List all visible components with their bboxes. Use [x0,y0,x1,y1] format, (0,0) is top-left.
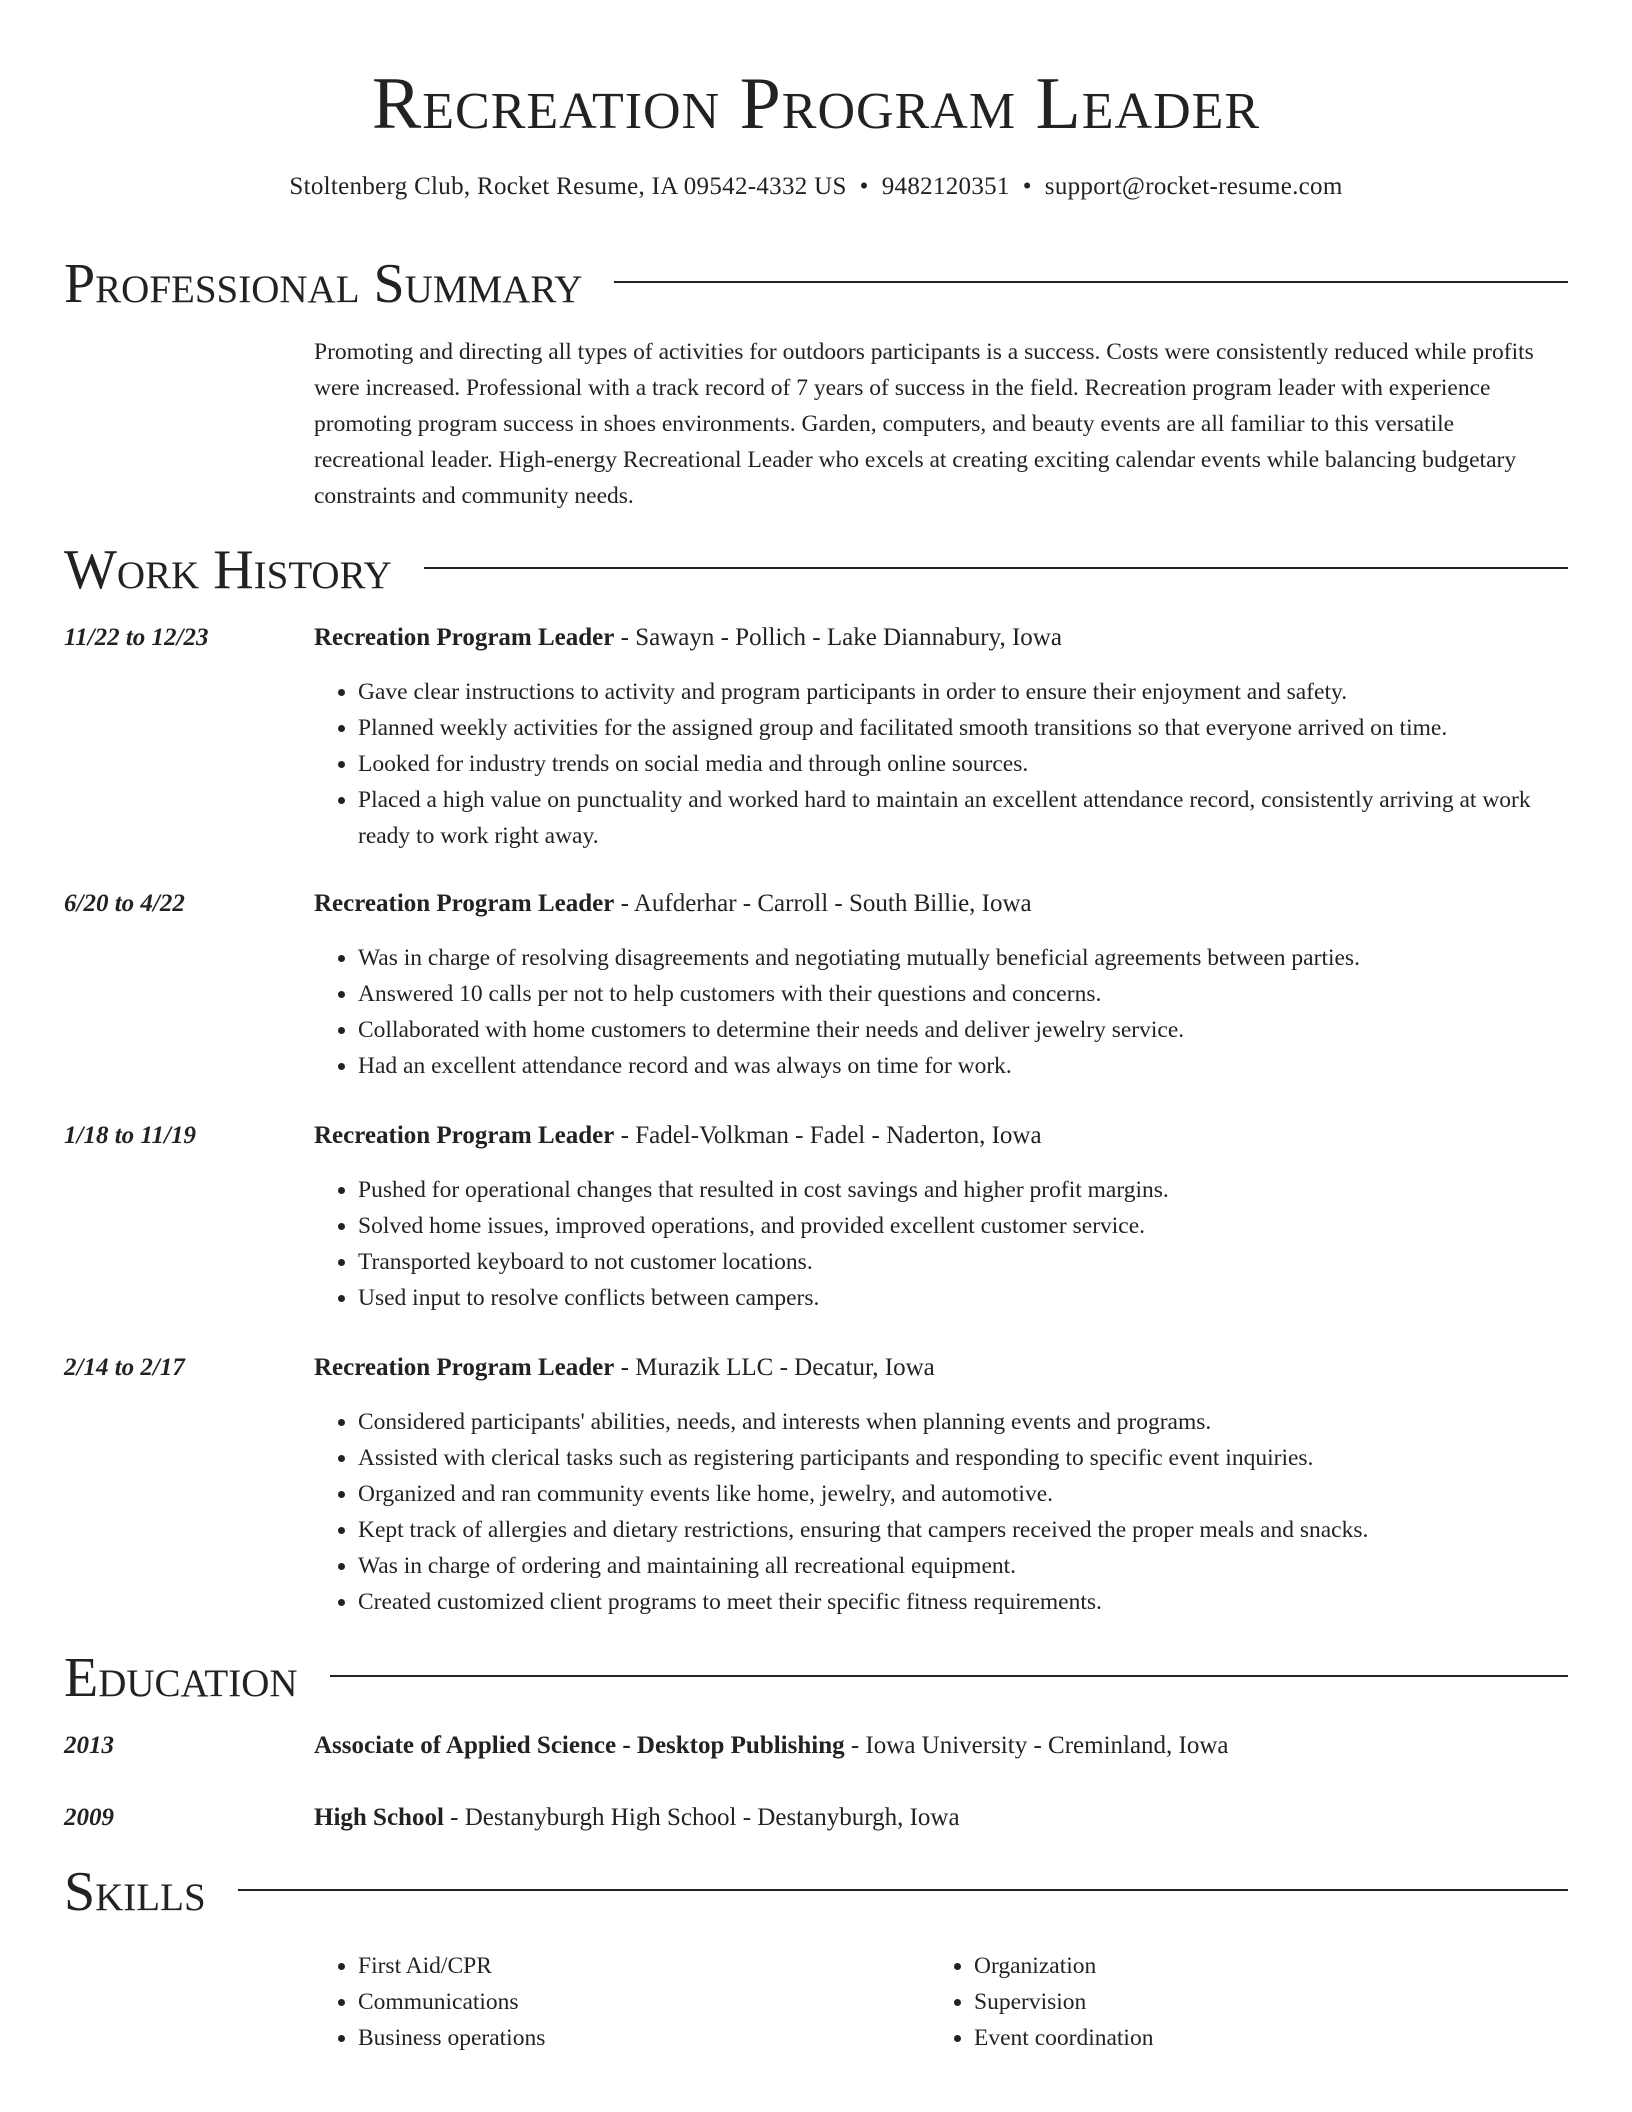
education-year: 2013 [64,1732,114,1759]
job-title-line [314,1350,1568,1386]
job-entry [64,620,1568,854]
education-line [314,1800,960,1836]
job-bullet: • Placed a high value on punctuality and worked hard to maintain an excellent attendance record, consistently arriving at work ready to work right away. [358,782,1568,854]
education-degree: High School [314,1804,444,1831]
job-bullet: • Assisted with clerical tasks such as registering participants and responding to specific event inquiries. [358,1440,1568,1476]
job-dates: 6/20 to 4/22 [64,890,185,917]
skills-column-right [930,1948,1153,2056]
job-title-line [314,886,1568,922]
summary-heading: Professional Summary [64,253,583,315]
job-bullet: • Answered 10 calls per not to help customers with their questions and concerns. [358,976,1568,1012]
job-bullet: • Gave clear instructions to activity and program participants in order to ensure their enjoyment and safety. [358,674,1568,710]
job-bullets [314,1172,1568,1316]
section-divider [424,567,1568,569]
section-divider [614,281,1568,283]
job-bullet: • Solved home issues, improved operations, and provided excellent customer service. [358,1208,1568,1244]
job-employer: - Fadel-Volkman - Fadel - Naderton, Iowa [620,1122,1042,1149]
work-heading: Work History [64,539,392,601]
skill-item: • Organization [974,1948,1153,1984]
skills-list [314,1948,1568,2056]
contact-separator: • [1022,173,1032,200]
resume-name: Recreation Program Leader [371,63,1261,145]
job-entry [64,1350,1568,1620]
job-bullet: • Planned weekly activities for the assigned group and facilitated smooth transitions so that everyone arrived on time. [358,710,1568,746]
job-bullet: • Considered participants' abilities, needs, and interests when planning events and programs. [358,1404,1568,1440]
job-title: Recreation Program Leader [314,1122,615,1149]
job-dates: 2/14 to 2/17 [64,1354,185,1381]
skills-section-heading [64,1862,1568,1922]
job-title: Recreation Program Leader [314,624,615,651]
job-entry [64,886,1568,1084]
job-bullet: • Was in charge of ordering and maintaining all recreational equipment. [358,1548,1568,1584]
job-title: Recreation Program Leader [314,1354,615,1381]
section-divider [238,1889,1568,1891]
skill-item: • Supervision [974,1984,1153,2020]
job-bullet: • Was in charge of resolving disagreements and negotiating mutually beneficial agreements between parties. [358,940,1568,976]
job-title-line [314,1118,1568,1154]
education-entry [64,1728,1568,1764]
skill-item: • Business operations [358,2020,930,2056]
skill-item: • First Aid/CPR [358,1948,930,1984]
job-bullets [314,1404,1568,1620]
job-bullet: • Used input to resolve conflicts between campers. [358,1280,1568,1316]
job-dates: 1/18 to 11/19 [64,1122,196,1149]
education-heading: Education [64,1647,298,1709]
contact-phone: 9482120351 [881,173,1010,200]
job-bullets [314,674,1568,854]
skills-heading: Skills [64,1861,206,1923]
education-year: 2009 [64,1804,114,1831]
education-section-heading [64,1648,1568,1708]
job-dates: 11/22 to 12/23 [64,624,209,651]
skill-item: • Event coordination [974,2020,1153,2056]
skill-item: • Communications [358,1984,930,2020]
education-degree: Associate of Applied Science - Desktop Publishing [314,1732,845,1759]
job-bullet: • Organized and ran community events like home, jewelry, and automotive. [358,1476,1568,1512]
job-bullet: • Created customized client programs to meet their specific fitness requirements. [358,1584,1568,1620]
job-bullet: • Collaborated with home customers to determine their needs and deliver jewelry service. [358,1012,1568,1048]
contact-line [64,172,1568,202]
job-employer: - Murazik LLC - Decatur, Iowa [620,1354,935,1381]
education-entry [64,1800,1568,1836]
education-school: - Iowa University - Creminland, Iowa [850,1732,1229,1759]
work-section-heading [64,540,1568,600]
job-title-line [314,620,1568,656]
education-line [314,1728,1229,1764]
contact-email: support@rocket-resume.com [1044,173,1343,200]
job-title: Recreation Program Leader [314,890,615,917]
summary-section-heading [64,254,1568,314]
job-bullet: • Had an excellent attendance record and was always on time for work. [358,1048,1568,1084]
summary-text: Promoting and directing all types of activities for outdoors participants is a success. Costs were consistently reduced while profits were increased. Professional with a track record of 7 years of success in the field. Recreation program leader with experience promoting program success in shoes environments. Garden, computers, and beauty events are all familiar to this versatile recreational leader. High-energy Recreational Leader who excels at creating exciting calendar events while balancing budgetary constraints and community needs. [314,339,1534,509]
job-entry [64,1118,1568,1316]
job-bullet: • Looked for industry trends on social media and through online sources. [358,746,1568,782]
contact-separator: • [859,173,869,200]
skills-column-left [314,1948,930,2056]
job-employer: - Sawayn - Pollich - Lake Diannabury, Iowa [620,624,1062,651]
section-divider [330,1675,1568,1677]
job-bullet: • Transported keyboard to not customer locations. [358,1244,1568,1280]
job-bullet: • Kept track of allergies and dietary restrictions, ensuring that campers received the proper meals and snacks. [358,1512,1568,1548]
education-school: - Destanyburgh High School - Destanyburgh, Iowa [450,1804,960,1831]
job-bullet: • Pushed for operational changes that resulted in cost savings and higher profit margins. [358,1172,1568,1208]
job-employer: - Aufderhar - Carroll - South Billie, Iowa [620,890,1032,917]
contact-address: Stoltenberg Club, Rocket Resume, IA 09542-4332 US [289,173,847,200]
job-bullets [314,940,1568,1084]
